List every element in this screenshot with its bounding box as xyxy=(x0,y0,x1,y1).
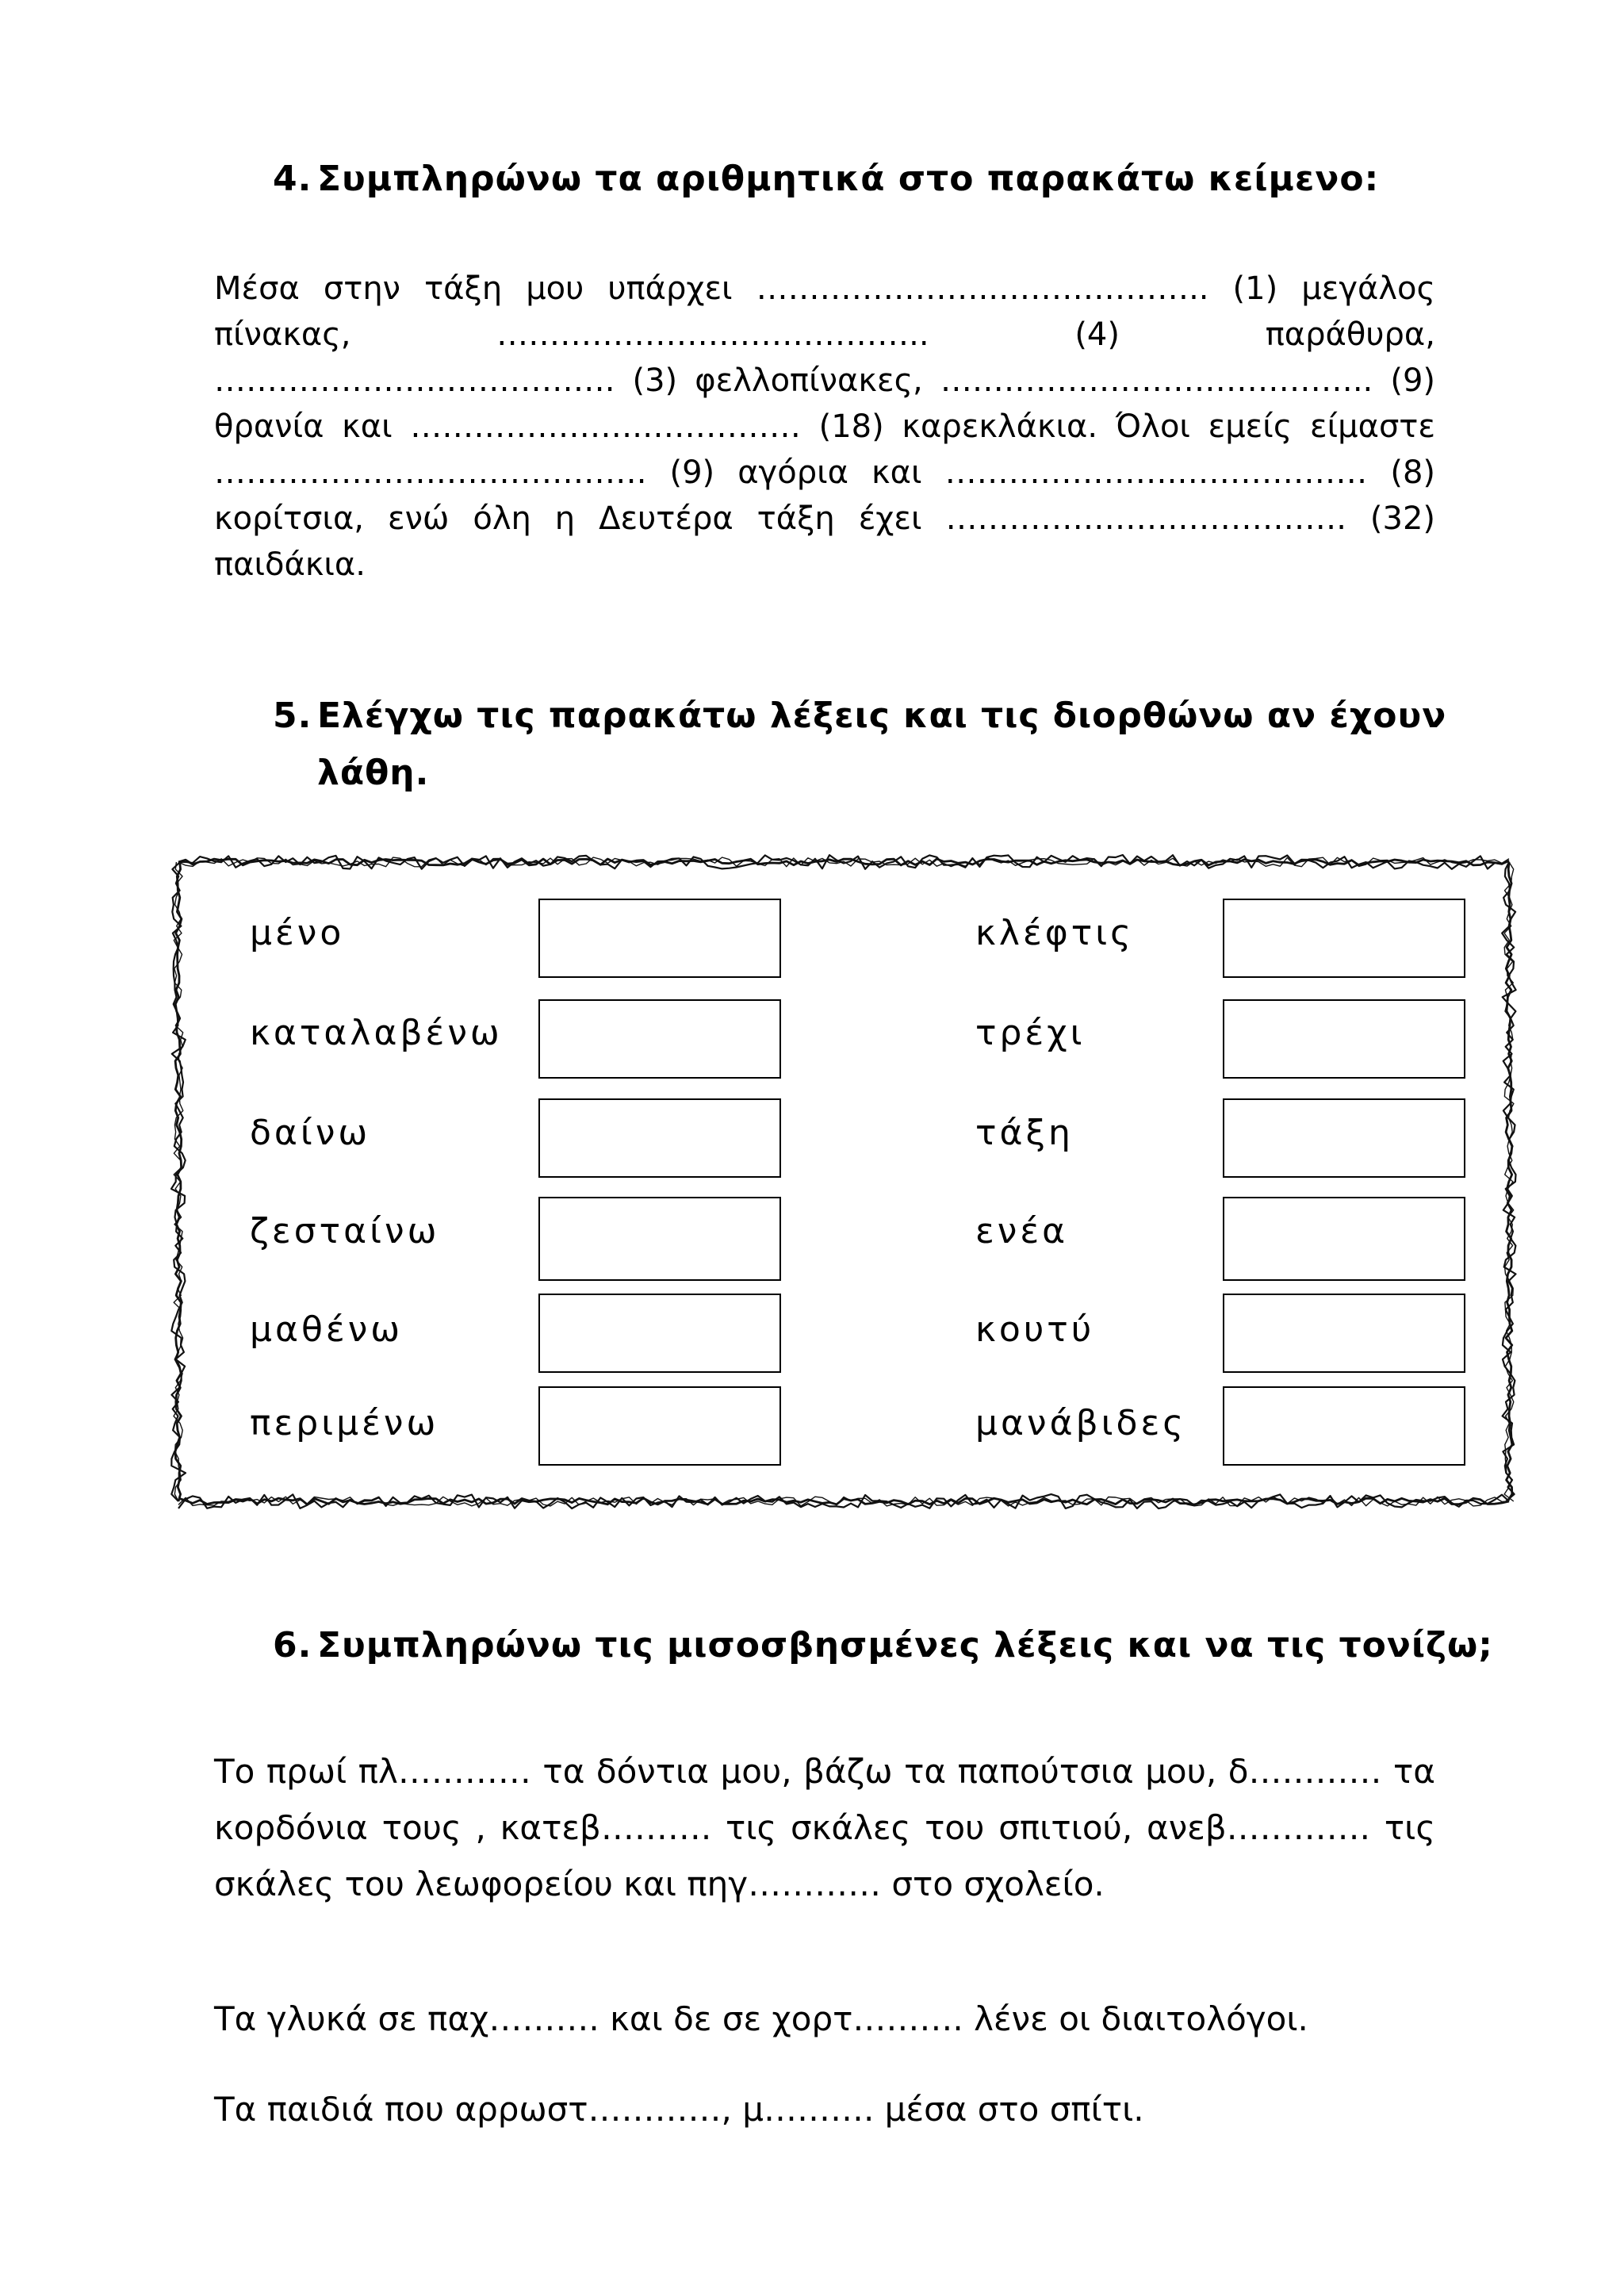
section-5-title-line1: Ελέγχω τις παρακάτω λέξεις και τις διορθώνω αν έχουν xyxy=(317,696,1447,736)
left-word-2: καταλαβένω xyxy=(250,1013,503,1053)
right-word-5: κουτύ xyxy=(975,1309,1095,1350)
section-6-paragraph-2: Τα γλυκά σε παχ………. και δε σε χορτ………. λένε οι διαιτολόγοι. xyxy=(214,1999,1308,2038)
right-word-1: κλέφτις xyxy=(975,913,1134,953)
left-word-4: ζεσταίνω xyxy=(250,1211,440,1251)
right-answer-box-2[interactable] xyxy=(1223,999,1465,1079)
left-answer-box-5[interactable] xyxy=(538,1294,781,1373)
section-5-heading-line2: λάθη. xyxy=(317,753,430,793)
section-6-title: Συμπληρώνω τις μισοσβησμένες λέξεις και να τις τονίζω; xyxy=(317,1625,1493,1665)
right-answer-box-4[interactable] xyxy=(1223,1197,1465,1281)
section-6-number: 6. xyxy=(273,1625,312,1665)
right-answer-box-3[interactable] xyxy=(1223,1098,1465,1178)
right-answer-box-5[interactable] xyxy=(1223,1294,1465,1373)
section-6-paragraph-3: Τα παιδιά που αρρωστ…………, μ………. μέσα στο σπίτι. xyxy=(214,2090,1144,2129)
right-word-4: ενέα xyxy=(975,1211,1069,1251)
left-word-6: περιμένω xyxy=(250,1403,439,1443)
left-answer-box-1[interactable] xyxy=(538,899,781,978)
left-answer-box-3[interactable] xyxy=(538,1098,781,1178)
right-answer-box-1[interactable] xyxy=(1223,899,1465,978)
left-answer-box-6[interactable] xyxy=(538,1386,781,1466)
section-5-heading xyxy=(273,690,1446,742)
right-answer-box-6[interactable] xyxy=(1223,1386,1465,1466)
section-5-number: 5. xyxy=(273,696,312,736)
right-word-2: τρέχι xyxy=(975,1013,1086,1053)
section-6-heading xyxy=(273,1619,1493,1672)
right-word-3: τάξη xyxy=(975,1113,1074,1153)
left-word-1: μένο xyxy=(250,913,345,953)
section-4-text: Μέσα στην τάξη μου υπάρχει …………………..……………….. (1) μεγάλος πίνακας, ………………………………….. (4) παράθυρα, ………………….……………. (3) φελλοπίνακες, ………………………………….. (9) θρανία και ………………….…………… (18) καρεκλάκια. Όλοι εμείς είμαστε ………………….………………. (9) αγόρια και ………………….……………… (8) κορίτσια, ενώ όλη η Δευτέρα τάξη έχει ………………….……………. (32) παιδάκια. xyxy=(214,270,1435,583)
left-word-5: μαθένω xyxy=(250,1309,404,1350)
section-4-heading xyxy=(273,153,1379,205)
rough-border-stroke xyxy=(178,1498,1509,1504)
left-answer-box-2[interactable] xyxy=(538,999,781,1079)
correction-exercise-frame xyxy=(170,853,1519,1511)
section-4-title: Συμπληρώνω τα αριθμητικά στο παρακάτω κείμενο: xyxy=(317,159,1380,199)
section-4-number: 4. xyxy=(273,159,312,199)
left-answer-box-4[interactable] xyxy=(538,1197,781,1281)
right-word-6: μανάβιδες xyxy=(975,1403,1187,1443)
section-6-paragraph-1: Το πρωί πλ………… τα δόντια μου, βάζω τα παπούτσια μου, δ………… τα κορδόνια τους , κατεβ………. τις σκάλες του σπιτιού, ανεβ…………. τις σκάλες του λεωφορείου και πηγ………… στο σχολείο. xyxy=(214,1752,1435,1903)
left-word-3: δαίνω xyxy=(250,1113,371,1153)
